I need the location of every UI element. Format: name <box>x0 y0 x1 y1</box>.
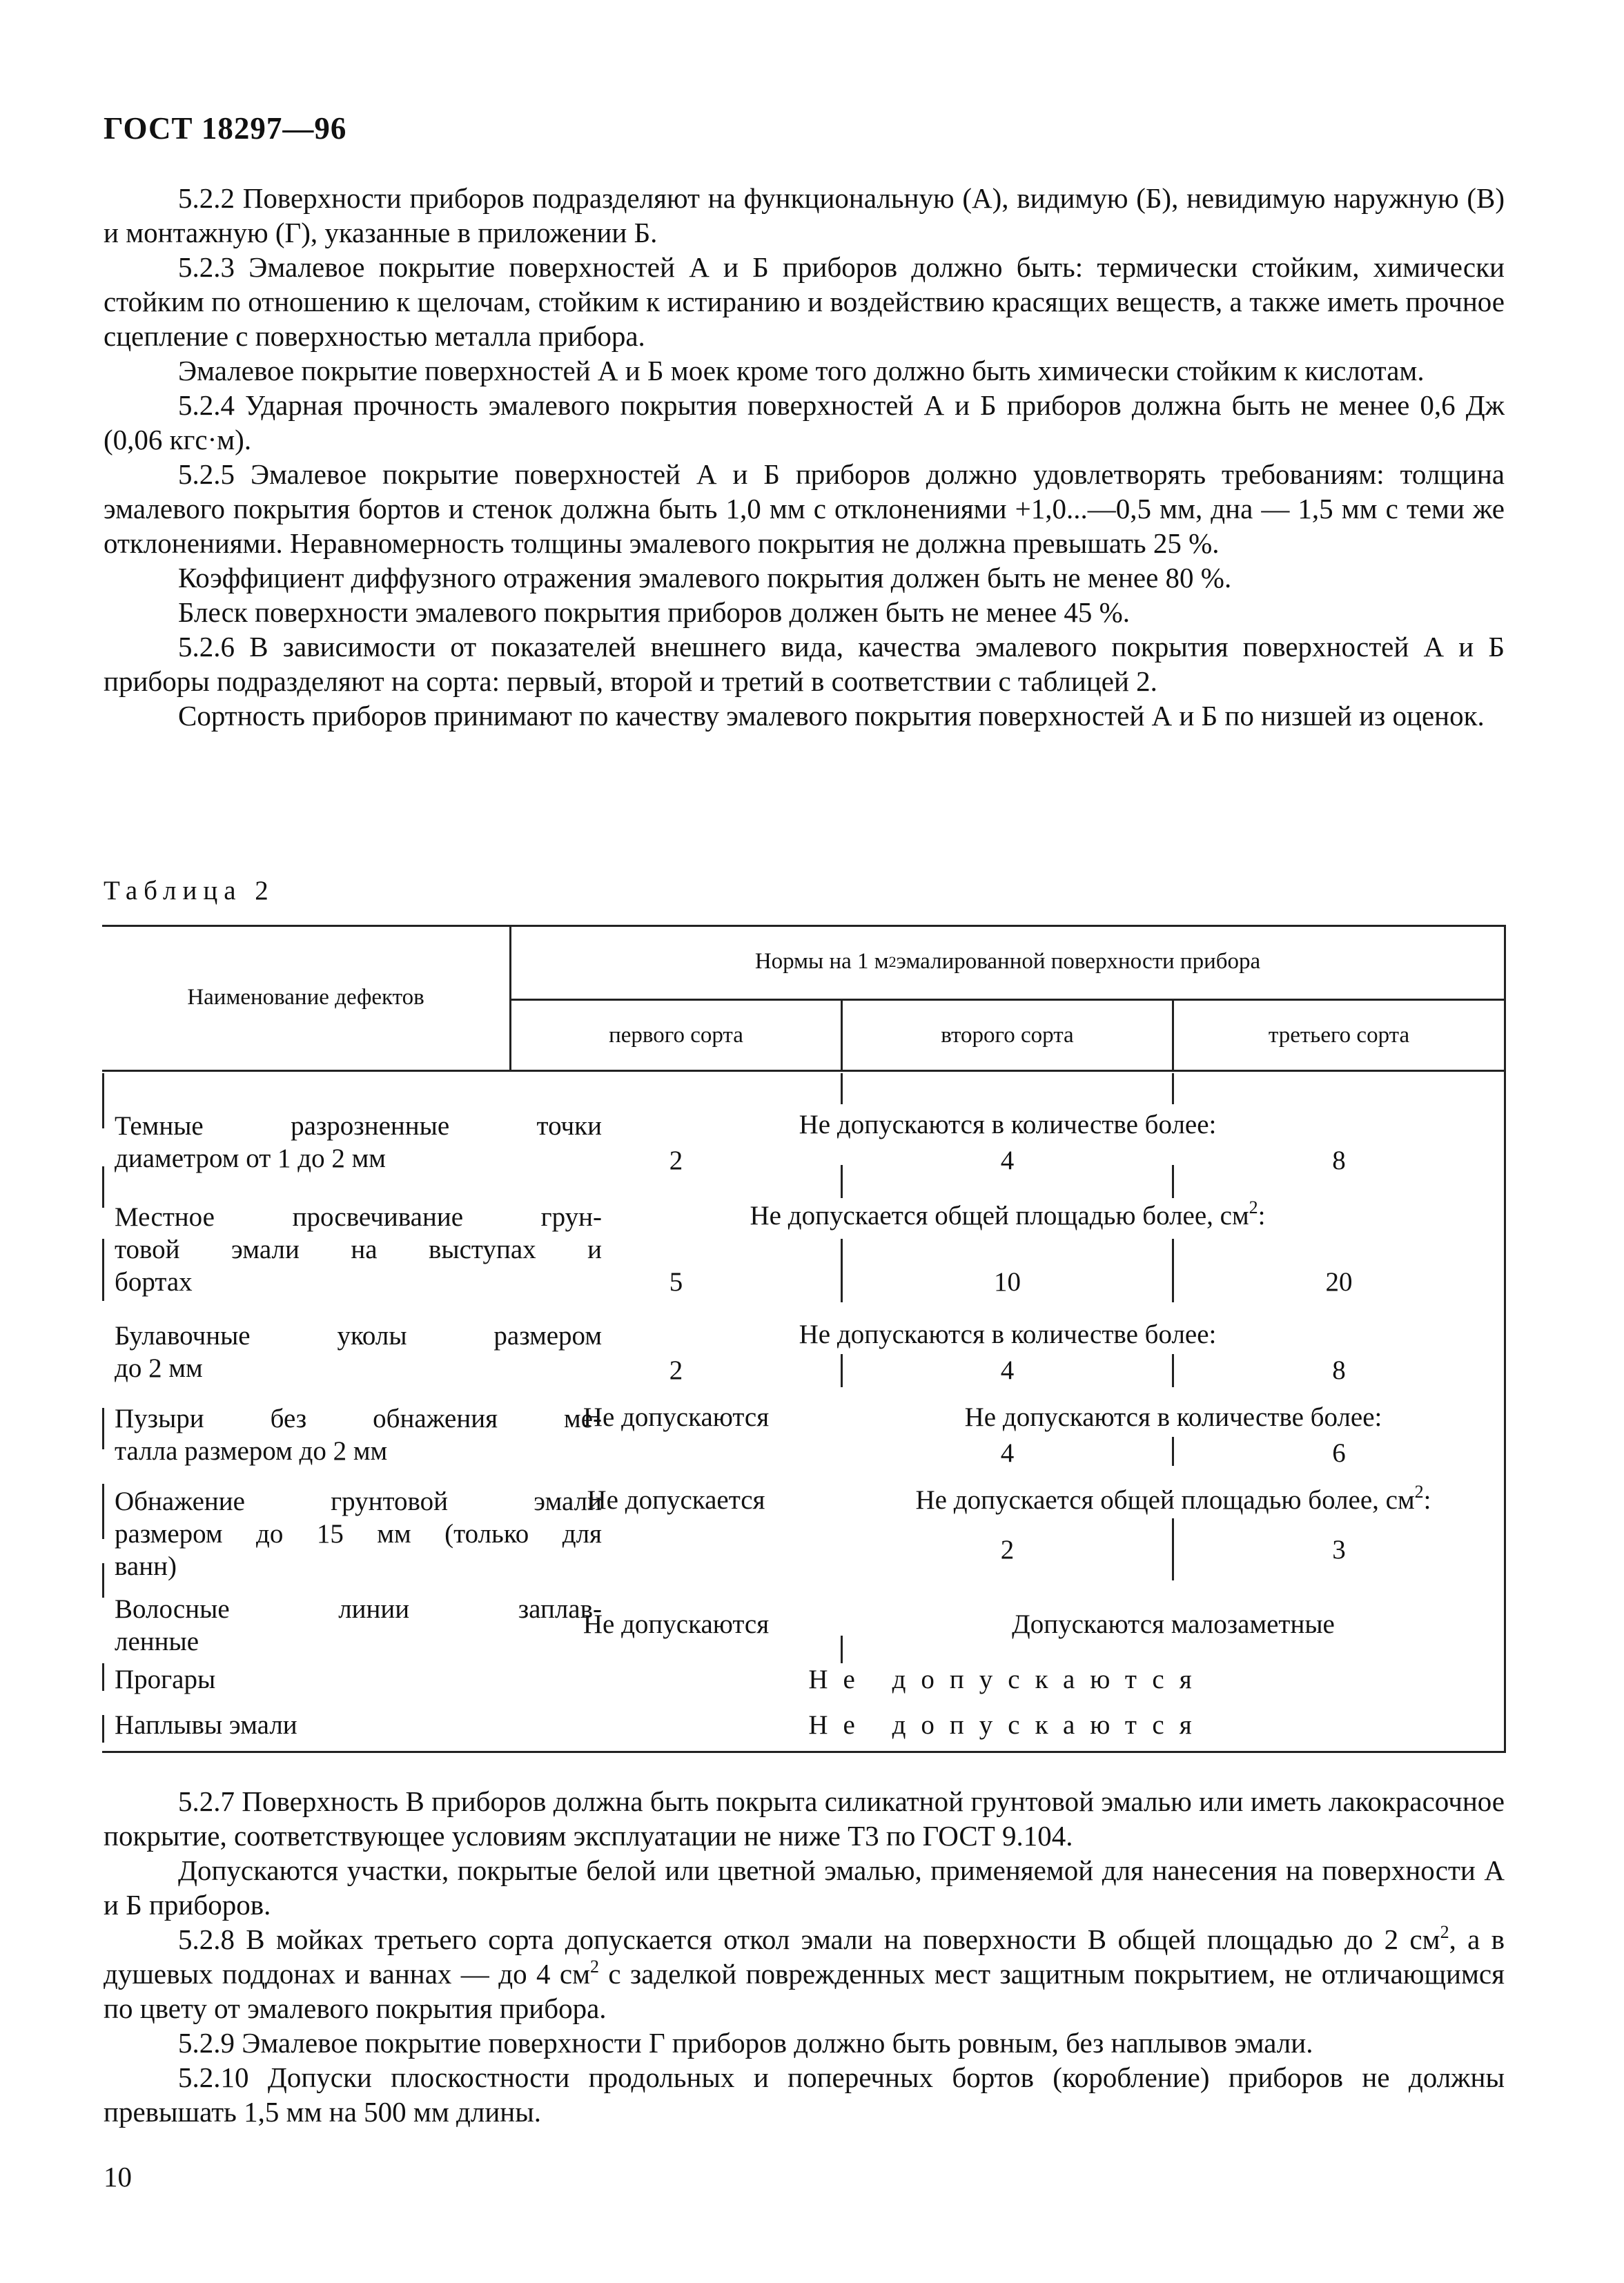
paragraph-5-2-4: 5.2.4 Ударная прочность эмалевого покрытия поверхностей А и Б приборов должна быть не менее 0,6 Дж (0,06 кгс·м). <box>104 389 1505 455</box>
paragraph-5-2-3-acids: Эмалевое покрытие поверхностей А и Б моек кроме того должно быть химически стойким к кислотам. <box>178 355 1425 386</box>
row-translucency-grade3: 20 <box>1325 1267 1353 1297</box>
row-sagging-name: Наплывы эмали <box>115 1710 297 1740</box>
row-bubbles-norm-text: Не допускаются в количестве более: <box>964 1402 1382 1432</box>
paragraph-reflection: Коэффициент диффузного отражения эмалевого покрытия должен быть не менее 80 %. <box>178 562 1232 594</box>
row-pinholes-grade1: 2 <box>669 1355 683 1385</box>
row-bubbles-grade3: 6 <box>1332 1438 1346 1468</box>
table-caption: Таблица 2 <box>104 876 275 905</box>
row-dark-spots-name: Темные разрозненные точки диаметром от 1 до 2 мм <box>115 1111 602 1173</box>
row-dark-spots-norm-text: Не допускаются в количестве более: <box>799 1110 1217 1139</box>
paragraph-5-2-7: 5.2.7 Поверхность В приборов должна быть покрыта силикатной грунтовой эмалью или иметь лакокрасочное покрытие, соответствующее условиям эксплуатации не ниже Т3 по ГОСТ 9.104. <box>104 1785 1505 1852</box>
paragraph-5-2-6: 5.2.6 В зависимости от показателей внешнего вида, качества эмалевого покрытия поверхностей А и Б приборы подразделяют на сорта: первый, второй и третий в соответствии с таблицей 2. <box>104 631 1505 697</box>
row-dark-spots-grade3: 8 <box>1332 1146 1346 1175</box>
row-translucency-name: Местное просвечивание грун- товой эмали на выступах и бортах <box>115 1202 602 1297</box>
row-pinholes-name: Булавочные уколы размером до 2 мм <box>115 1321 602 1383</box>
row-pinholes-grade3: 8 <box>1332 1355 1346 1385</box>
paragraph-5-2-3: 5.2.3 Эмалевое покрытие поверхностей А и Б приборов должно быть: термически стойким, химически стойким по отношению к щелочам, стойким к истиранию и воздействию красящих веществ, а также иметь прочное сцепление с поверхностью металла прибора. <box>104 251 1505 352</box>
row-translucency-grade1: 5 <box>669 1267 683 1297</box>
row-burnouts-norm-text: Не допускаются <box>808 1665 1207 1694</box>
row-pinholes-grade2: 4 <box>1000 1355 1015 1385</box>
row-hairlines-norm-text: Допускаются малозаметные <box>1012 1609 1335 1639</box>
row-translucency-norm-text: Не допускается общей площадью более, $см^2$: <box>750 1197 1266 1231</box>
row-burnouts-name: Прогары <box>115 1665 216 1694</box>
paragraph-5-2-2: 5.2.2 Поверхности приборов подразделяют на функциональную (А), видимую (Б), невидимую наружную (В) и монтажную (Г), указанные в приложении Б. <box>104 182 1505 248</box>
header-grade-2: второго сорта <box>941 1022 1074 1048</box>
row-exposure-name: Обнажение грунтовой эмали размером до 15 мм (только для ванн) <box>115 1487 602 1581</box>
table-bottom-border <box>102 1751 1506 1753</box>
row-exposure-grade1: Не допускается <box>587 1485 765 1515</box>
paragraph-gloss: Блеск поверхности эмалевого покрытия приборов должен быть не менее 45 %. <box>178 596 1131 628</box>
header-defect-name: Наименование дефектов <box>187 984 424 1010</box>
row-exposure-norm-text: Не допускается общей площадью более, $см^2$: <box>915 1482 1431 1515</box>
row-translucency-grade2: 10 <box>994 1267 1021 1297</box>
document-header: ГОСТ 18297—96 <box>104 111 347 146</box>
row-hairlines-grade1: Не допускаются <box>583 1609 770 1639</box>
row-sagging-norm-text: Не допускаются <box>808 1710 1207 1740</box>
row-bubbles-name: Пузыри без обнажения ме- талла размером до 2 мм <box>115 1404 602 1466</box>
top-text-block <box>104 181 1505 733</box>
row-bubbles-grade2: 4 <box>1000 1438 1015 1468</box>
row-bubbles-grade1: Не допускаются <box>583 1402 770 1432</box>
row-dark-spots-grade1: 2 <box>669 1146 683 1175</box>
table-header-bottom-border <box>102 1070 1506 1072</box>
row-dark-spots-grade2: 4 <box>1000 1146 1015 1175</box>
paragraph-5-2-10: 5.2.10 Допуски плоскостности продольных и поперечных бортов (коробление) приборов не должны превышать 1,5 мм на 500 мм длины. <box>104 2061 1505 2128</box>
paragraph-5-2-8: 5.2.8 В мойках третьего сорта допускается откол эмали на поверхности В общей площадью до 2 $см^2$, а в душевых поддонах и ваннах — до 4 $см^2$ с заделкой поврежденных мест защитным покрытием, не отличающимся по цвету от эмалевого покрытия прибора. <box>104 1922 1505 2024</box>
paragraph-5-2-7-areas: Допускаются участки, покрытые белой или цветной эмалью, применяемой для нанесения на поверхности А и Б приборов. <box>104 1854 1505 1921</box>
row-exposure-grade3: 3 <box>1332 1535 1346 1565</box>
header-grade-1: первого сорта <box>609 1022 743 1048</box>
row-pinholes-norm-text: Не допускаются в количестве более: <box>799 1320 1217 1349</box>
row-exposure-grade2: 2 <box>1000 1535 1015 1565</box>
paragraph-5-2-9: 5.2.9 Эмалевое покрытие поверхности Г приборов должно быть ровным, без наплывов эмали. <box>178 2027 1313 2059</box>
row-hairlines-name: Волосные линии заплав- ленные <box>115 1594 602 1656</box>
defects-table <box>102 925 1506 1753</box>
paragraph-5-2-5: 5.2.5 Эмалевое покрытие поверхностей А и Б приборов должно удовлетворять требованиям: толщина эмалевого покрытия бортов и стенок должна быть 1,0 мм с отклонениями +1,0...—0,5 мм, дна — 1,5 мм с теми же отклонениями. Неравномерность толщины эмалевого покрытия не должна превышать 25 %. <box>104 458 1505 559</box>
paragraph-grading: Сортность приборов принимают по качеству эмалевого покрытия поверхностей А и Б по низшей из оценок. <box>178 700 1485 732</box>
table-right-border <box>1504 925 1506 1753</box>
header-grade-3: третьего сорта <box>1268 1022 1410 1048</box>
header-norms: Нормы на 1 м 2 эмалированной поверхности прибора <box>754 949 1261 974</box>
bottom-text-block <box>104 1784 1505 2129</box>
page-number: 10 <box>104 2161 132 2193</box>
